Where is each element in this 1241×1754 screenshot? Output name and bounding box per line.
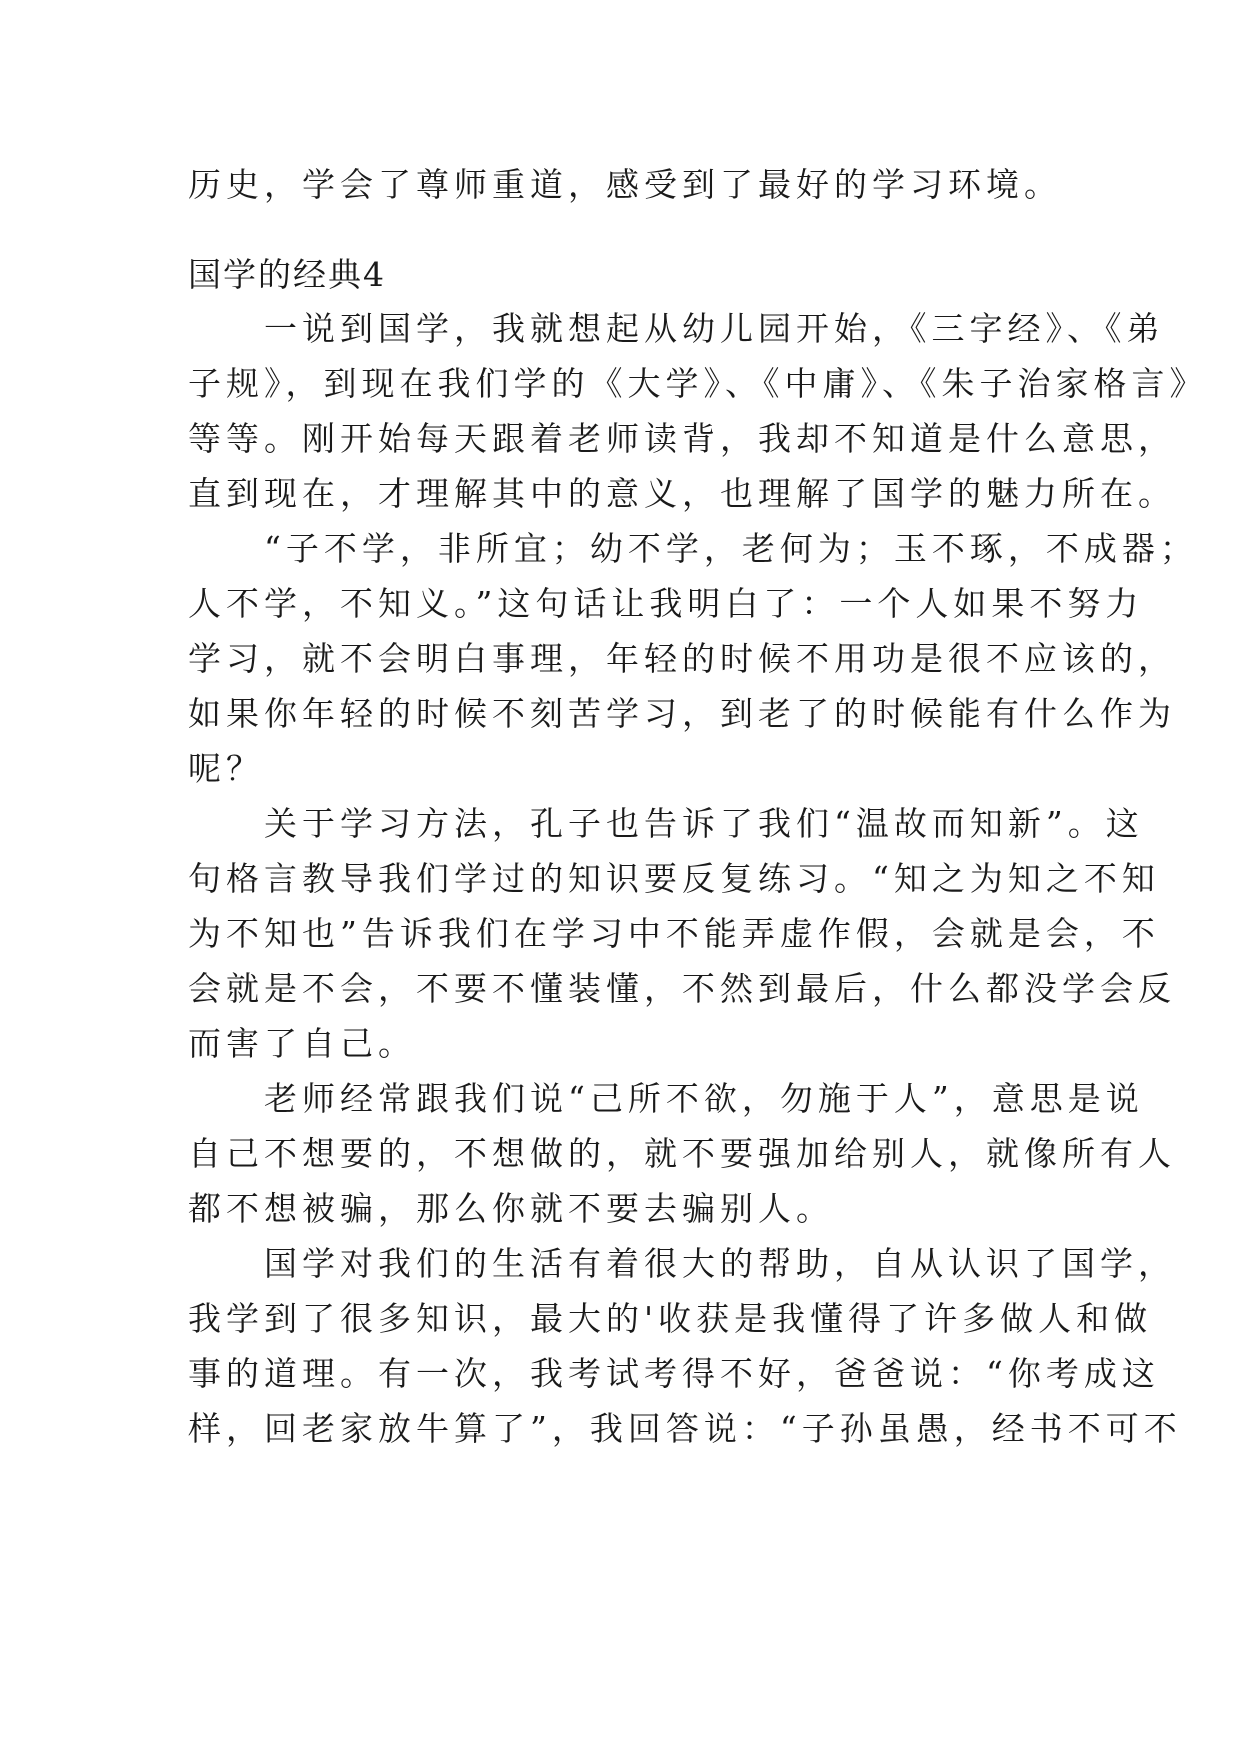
text-line: “子不学，非所宜；幼不学，老何为；玉不琢，不成器； <box>188 529 1198 568</box>
text-line: 关于学习方法，孔子也告诉了我们“温故而知新”。这 <box>188 804 1144 843</box>
text-line: 样，回老家放牛算了”，我回答说：“子孙虽愚，经书不可不 <box>188 1409 1182 1448</box>
text-line: 如果你年轻的时候不刻苦学习，到老了的时候能有什么作为 <box>188 694 1176 733</box>
text-line: 子规》，到现在我们学的《大学》、《中庸》、《朱子治家格言》 <box>188 364 1208 403</box>
section-heading: 国学的经典4 <box>188 255 386 294</box>
text-line: 等等。刚开始每天跟着老师读背，我却不知道是什么意思， <box>188 419 1176 458</box>
text-line: 事的道理。有一次，我考试考得不好，爸爸说：“你考成这 <box>188 1354 1160 1393</box>
text-line: 直到现在，才理解其中的意义，也理解了国学的魅力所在。 <box>188 474 1176 513</box>
text-line: 句格言教导我们学过的知识要反复练习。“知之为知之不知 <box>188 859 1160 898</box>
text-line: 为不知也”告诉我们在学习中不能弄虚作假，会就是会，不 <box>188 914 1160 953</box>
text-line: 自己不想要的，不想做的，就不要强加给别人，就像所有人 <box>188 1134 1176 1173</box>
text-line: 而害了自己。 <box>188 1024 416 1063</box>
text-line: 呢？ <box>188 749 264 788</box>
text-line: 老师经常跟我们说“己所不欲，勿施于人”，意思是说 <box>188 1079 1144 1118</box>
text-line: 人不学，不知义。”这句话让我明白了：一个人如果不努力 <box>188 584 1144 623</box>
text-line: 会就是不会，不要不懂装懂，不然到最后，什么都没学会反 <box>188 969 1176 1008</box>
text-line: 我学到了很多知识，最大的'收获是我懂得了许多做人和做 <box>188 1299 1153 1338</box>
text-line: 学习，就不会明白事理，年轻的时候不用功是很不应该的， <box>188 639 1176 678</box>
text-line: 历史，学会了尊师重道，感受到了最好的学习环境。 <box>188 165 1062 204</box>
text-line: 国学对我们的生活有着很大的帮助，自从认识了国学， <box>188 1244 1176 1283</box>
text-line: 都不想被骗，那么你就不要去骗别人。 <box>188 1189 834 1228</box>
text-line: 一说到国学，我就想起从幼儿园开始，《三字经》、《弟 <box>188 309 1165 348</box>
